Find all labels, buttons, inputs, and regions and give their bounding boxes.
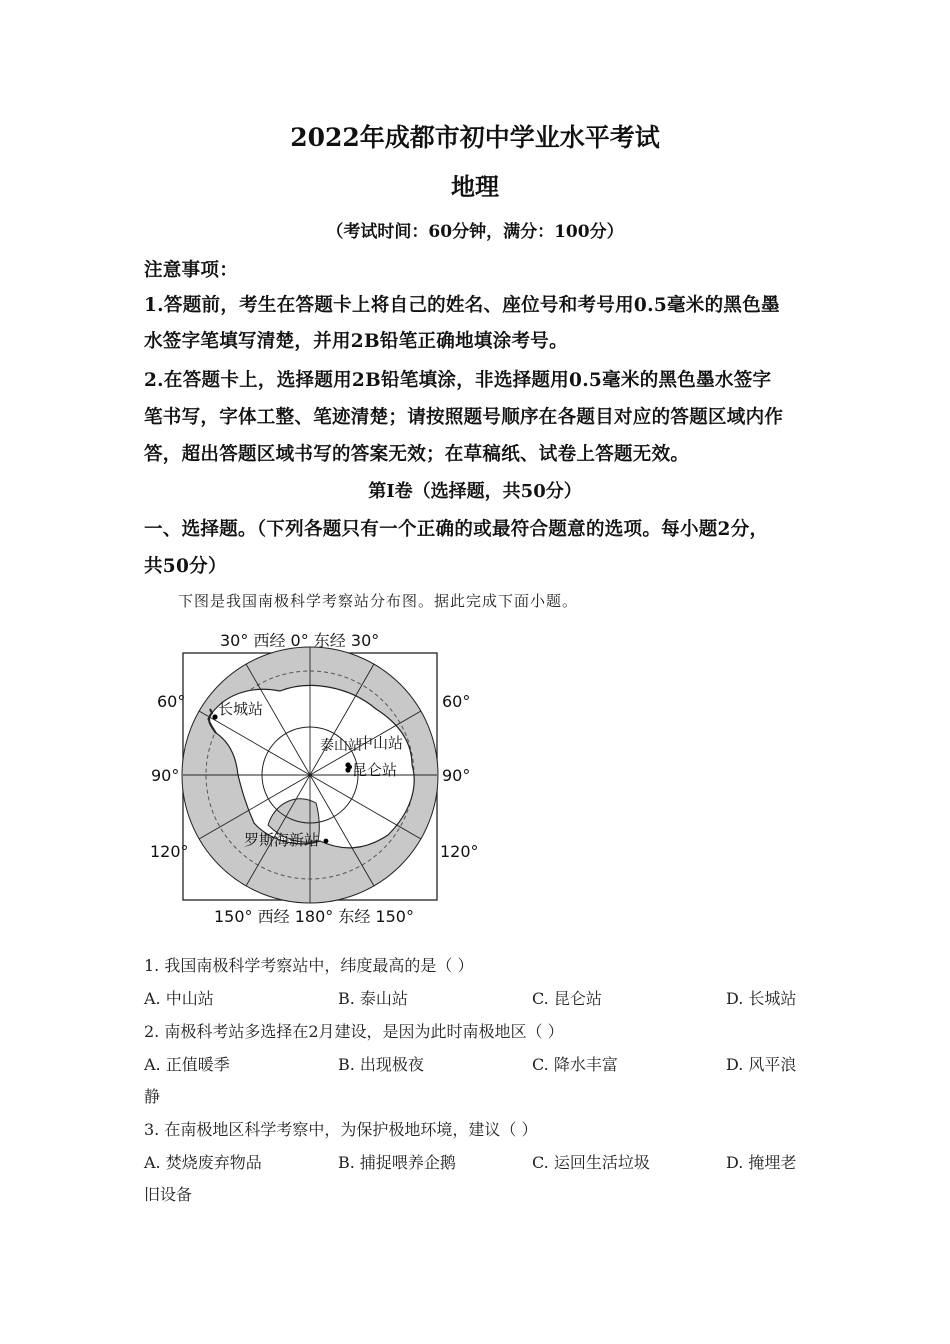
question-1-option-d[interactable]: D. 长城站 [726, 989, 797, 1008]
map-bottom-label: 150° 西经 180° 东经 150° [214, 907, 414, 926]
map-left-label-90: 90° [151, 766, 180, 785]
map-intro: 下图是我国南极科学考察站分布图。据此完成下面小题。 [178, 592, 579, 610]
kunlun-label: 昆仑站 [352, 761, 398, 779]
question-2-stem: 2. 南极科考站多选择在2月建设，是因为此时南极地区（ ） [144, 1022, 564, 1041]
question-3-option-c[interactable]: C. 运回生活垃圾 [532, 1153, 650, 1172]
question-1-stem: 1. 我国南极科学考察站中，纬度最高的是（ ） [144, 956, 474, 975]
question-2-option-c[interactable]: C. 降水丰富 [532, 1055, 618, 1074]
question-2-option-d[interactable]: D. 风平浪 [726, 1055, 797, 1074]
question-1-option-b[interactable]: B. 泰山站 [338, 989, 408, 1008]
subject-title: 地理 [451, 172, 499, 201]
exam-title: 2022年成都市初中学业水平考试 [290, 123, 660, 152]
exam-info: （考试时间：60分钟，满分：100分） [326, 222, 624, 242]
map-right-label-120: 120° [440, 842, 479, 861]
question-1-option-c[interactable]: C. 昆仑站 [532, 989, 602, 1008]
note-line: 1.答题前，考生在答题卡上将自己的姓名、座位号和考号用0.5毫米的黑色墨 [144, 295, 780, 316]
map-right-label-60: 60° [442, 692, 471, 711]
section-title: 第Ⅰ卷（选择题，共50分） [368, 481, 582, 502]
kunlun-station-dot [345, 767, 350, 772]
changcheng-station-dot [212, 714, 217, 719]
section-instruction-cont: 共50分） [144, 556, 227, 577]
question-3-stem: 3. 在南极地区科学考察中，为保护极地环境，建议（ ） [144, 1120, 538, 1139]
question-2-option-a[interactable]: A. 正值暖季 [144, 1055, 230, 1074]
section-instruction: 一、选择题。（下列各题只有一个正确的或最符合题意的选项。每小题2分， [144, 519, 769, 540]
luosihai-station-dot [324, 839, 329, 844]
note-line: 笔书写，字体工整、笔迹清楚；请按照题号顺序在各题目对应的答题区域内作 [144, 407, 784, 428]
question-2-option-b[interactable]: B. 出现极夜 [338, 1055, 424, 1074]
changcheng-label: 长城站 [218, 700, 264, 718]
note-line: 水签字笔填写清楚，并用2B铅笔正确地填涂考号。 [144, 331, 568, 352]
taishan-label: 泰山站 [320, 738, 362, 754]
question-3-option-b[interactable]: B. 捕捉喂养企鹅 [338, 1153, 456, 1172]
question-3-option-d-wrap: 旧设备 [144, 1185, 193, 1204]
luosihai-label: 罗斯海新站 [244, 831, 320, 849]
question-3-option-a[interactable]: A. 焚烧废弃物品 [144, 1153, 262, 1172]
notes-heading: 注意事项： [144, 260, 239, 281]
zhongshan-label: 中山站 [358, 734, 404, 752]
antarctica-station-map [150, 625, 480, 930]
map-left-label-120: 120° [150, 842, 189, 861]
note-line: 答，超出答题区域书写的答案无效；在草稿纸、试卷上答题无效。 [144, 444, 690, 465]
question-1-option-a[interactable]: A. 中山站 [144, 989, 214, 1008]
map-right-label-90: 90° [442, 766, 471, 785]
question-2-option-d-wrap: 静 [144, 1087, 161, 1106]
map-top-label: 30° 西经 0° 东经 30° [220, 631, 380, 650]
question-3-option-d[interactable]: D. 掩埋老 [726, 1153, 797, 1172]
note-line: 2.在答题卡上，选择题用2B铅笔填涂，非选择题用0.5毫米的黑色墨水签字 [144, 370, 772, 391]
map-left-label-60: 60° [157, 692, 186, 711]
